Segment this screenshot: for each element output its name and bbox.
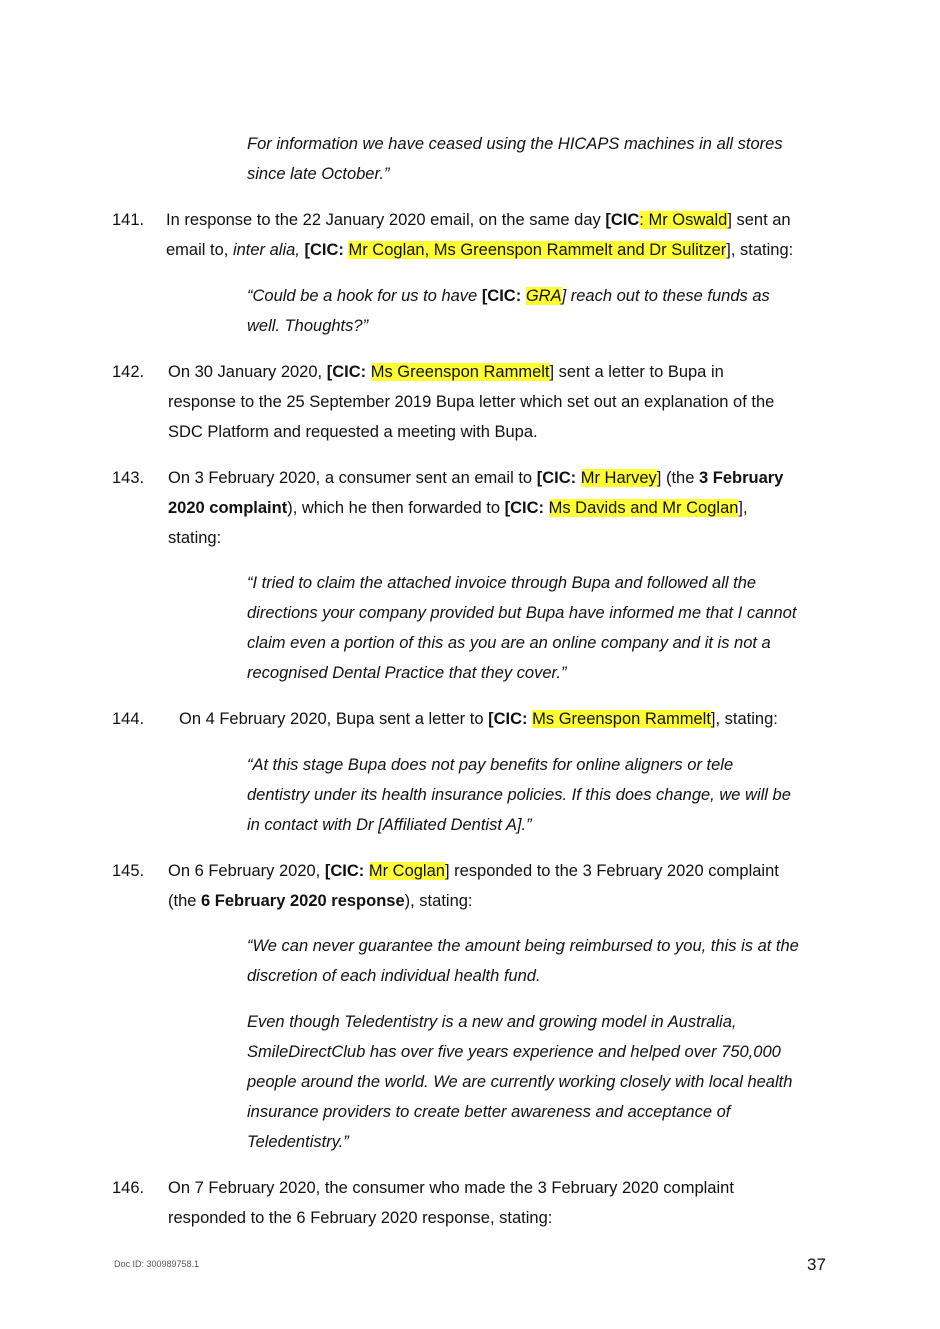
paragraph-line: SDC Platform and requested a meeting with Bupa.: [168, 423, 538, 441]
highlight: Mr Harvey: [580, 469, 657, 487]
quote-line: For information we have ceased using the HICAPS machines in all stores: [247, 135, 783, 153]
quote-line: “I tried to claim the attached invoice through Bupa and followed all the: [247, 574, 757, 592]
quote-line: in contact with Dr [Affiliated Dentist A].”: [247, 816, 532, 834]
document-id: Doc ID: 300989758.1: [114, 1259, 200, 1269]
highlight: Ms Greenspon Rammelt: [532, 710, 711, 728]
highlight: GRA: [525, 287, 562, 305]
quote-line: well. Thoughts?”: [247, 317, 369, 335]
highlight: : Mr Oswald: [639, 211, 728, 229]
paragraph-number: 141.: [112, 211, 145, 229]
page-number: 37: [807, 1255, 826, 1274]
quote-line: recognised Dental Practice that they cover.”: [247, 664, 567, 682]
paragraph-line: 2020 complaint), which he then forwarded to [CIC: Ms Davids and Mr Coglan],: [168, 499, 748, 517]
quote-line: since late October.”: [247, 165, 390, 183]
quote-line: “Could be a hook for us to have [CIC: GRA] reach out to these funds as: [247, 287, 770, 305]
paragraph-number: 146.: [112, 1179, 145, 1197]
paragraph-line: stating:: [168, 529, 222, 547]
paragraph-line: On 4 February 2020, Bupa sent a letter to [CIC: Ms Greenspon Rammelt], stating:: [179, 710, 778, 728]
paragraph-line: email to, inter alia, [CIC: Mr Coglan, Ms Greenspon Rammelt and Dr Sulitzer], stating:: [166, 241, 794, 259]
paragraph-line: responded to the 6 February 2020 response, stating:: [168, 1209, 553, 1227]
quote-line: Even though Teledentistry is a new and growing model in Australia,: [247, 1013, 737, 1031]
quote-line: claim even a portion of this as you are an online company and it is not a: [247, 634, 771, 652]
quote-line: dentistry under its health insurance policies. If this does change, we will be: [247, 786, 791, 804]
highlight: Mr Coglan: [368, 862, 445, 880]
paragraph-number: 145.: [112, 862, 145, 880]
quote-line: people around the world. We are currently working closely with local health: [247, 1073, 793, 1091]
paragraph-number: 144.: [112, 710, 145, 728]
paragraph-line: On 7 February 2020, the consumer who made the 3 February 2020 complaint: [168, 1179, 734, 1197]
quote-line: “We can never guarantee the amount being reimbursed to you, this is at the: [247, 937, 799, 955]
quote-line: insurance providers to create better awareness and acceptance of: [247, 1103, 731, 1121]
paragraph-line: In response to the 22 January 2020 email, on the same day [CIC: Mr Oswald] sent an: [166, 211, 791, 229]
highlight: Ms Greenspon Rammelt: [370, 363, 550, 381]
paragraph-line: On 6 February 2020, [CIC: Mr Coglan] responded to the 3 February 2020 complaint: [168, 862, 779, 880]
paragraph-number: 142.: [112, 363, 145, 381]
quote-line: discretion of each individual health fund.: [247, 967, 541, 985]
highlight: Mr Coglan, Ms Greenspon Rammelt and Dr Sulitzer: [348, 241, 727, 259]
paragraph-number: 143.: [112, 469, 145, 487]
quote-line: “At this stage Bupa does not pay benefits for online aligners or tele: [247, 756, 734, 774]
paragraph-line: On 30 January 2020, [CIC: Ms Greenspon Rammelt] sent a letter to Bupa in: [168, 363, 724, 381]
highlight: Ms Davids and Mr Coglan: [548, 499, 739, 517]
paragraph-line: response to the 25 September 2019 Bupa letter which set out an explanation of the: [168, 393, 775, 411]
quote-line: Teledentistry.”: [247, 1133, 349, 1151]
quote-line: SmileDirectClub has over five years experience and helped over 750,000: [247, 1043, 781, 1061]
paragraph-line: On 3 February 2020, a consumer sent an email to [CIC: Mr Harvey] (the 3 February: [168, 469, 784, 487]
paragraph-line: (the 6 February 2020 response), stating:: [168, 892, 473, 910]
quote-line: directions your company provided but Bupa have informed me that I cannot: [247, 604, 797, 622]
